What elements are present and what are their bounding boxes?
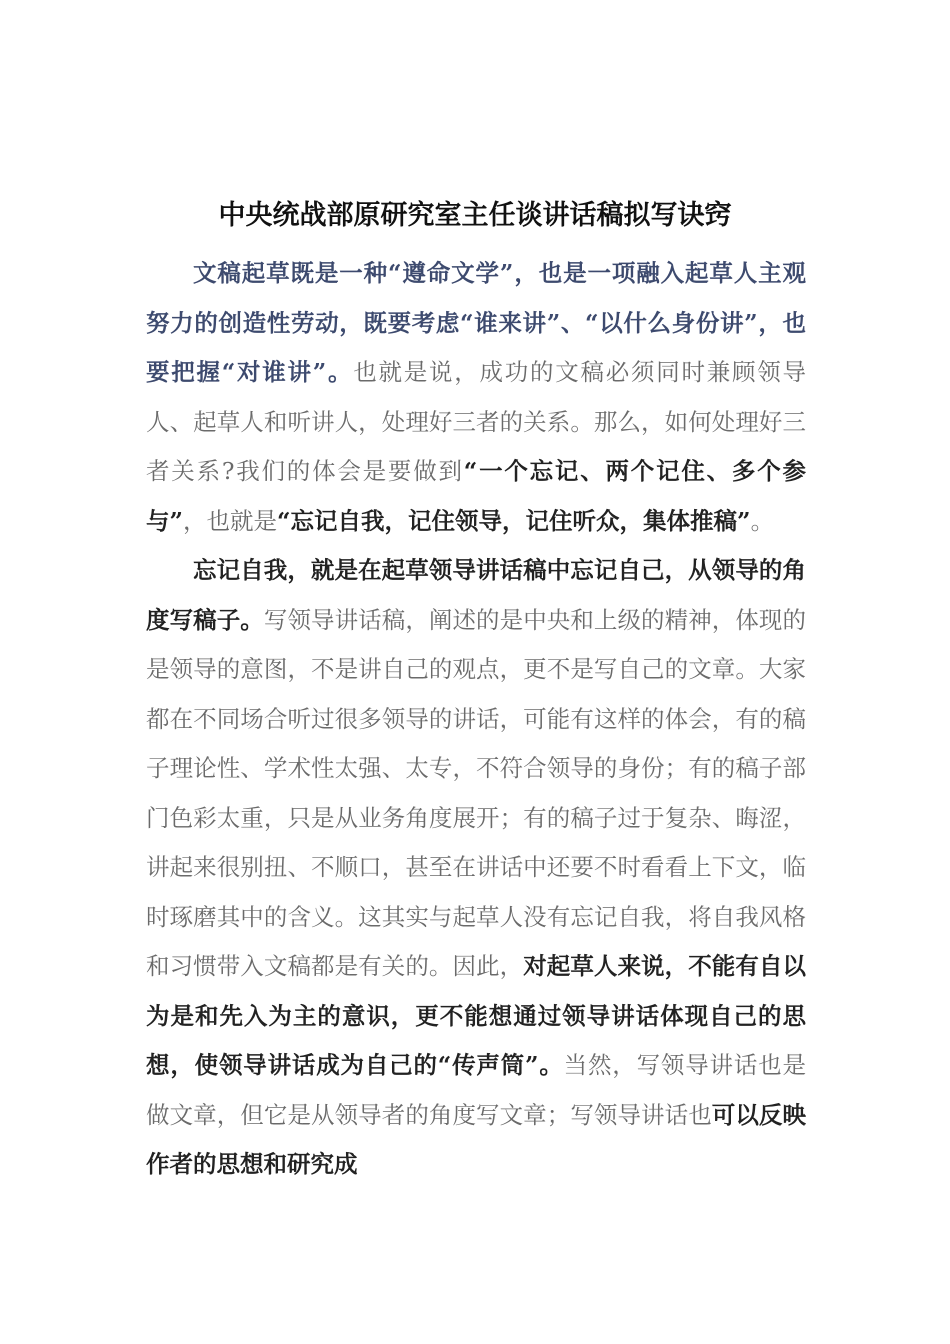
- paragraph-1-emphasis-text: “一个忘记、两个记住、多个参与”: [146, 457, 806, 535]
- paragraph-1-end-punctuation: 。: [750, 506, 775, 535]
- paragraph-2-continued-text: 当然，写领导讲话也是做文章，但它是从领导者的角度写文章；写领导讲话也: [146, 1051, 806, 1129]
- paragraph-1-body-text: 也就是说，成功的文稿必须同时兼顾领导人、起草人和听讲人，处理好三者的关系。那么，如何处理好三者关系?我们的体会是要做到: [146, 358, 807, 485]
- document-title: 中央统战部原研究室主任谈讲话稿拟写诀窍: [218, 200, 732, 231]
- paragraph-2: [146, 546, 806, 1190]
- document-body: [146, 249, 806, 1190]
- paragraph-2-trailing-emphasis: 可以反映作者的思想和研究成: [146, 1100, 807, 1178]
- paragraph-2-emphasis-text: 对起草人来说，不能有自以为是和先入为主的意识，更不能想通过领导讲话体现自己的思想，使领导讲话成为自己的“传声筒”。: [146, 952, 807, 1079]
- paragraph-1-connector-text: ，也就是: [183, 506, 278, 535]
- paragraph-1: [146, 249, 806, 546]
- paragraph-1-summary-text: “忘记自我，记住领导，记住听众，集体推稿”: [277, 506, 751, 535]
- paragraph-1-lead-text: 文稿起草既是一种“遵命文学”，也是一项融入起草人主观努力的创造性劳动，既要考虑“谁来讲”、“以什么身份讲”，也要把握“对谁讲”。: [146, 259, 806, 386]
- paragraph-2-body-text: 写领导讲话稿，阐述的是中央和上级的精神，体现的是领导的意图，不是讲自己的观点，更不是写自己的文章。大家都在不同场合听过很多领导的讲话，可能有这样的体会，有的稿子理论性、学术性太强、太专，不符合领导的身份；有的稿子部门色彩太重，只是从业务角度展开；有的稿子过于复杂、晦涩，讲起来很别扭、不顺口，甚至在讲话中还要不时看看上下文，临时琢磨其中的含义。这其实与起草人没有忘记自我，将自我风格和习惯带入文稿都是有关的。因此，: [146, 605, 807, 980]
- paragraph-2-lead-text: 忘记自我，就是在起草领导讲话稿中忘记自己，从领导的角度写稿子。: [146, 556, 806, 634]
